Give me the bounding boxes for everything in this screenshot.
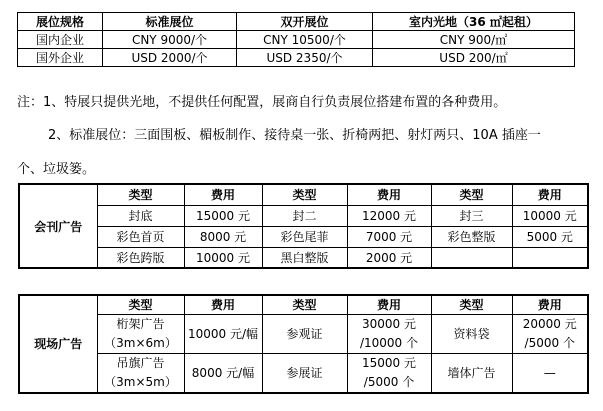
table-cell: 参观证 [262, 314, 347, 353]
cell-line: 吊旗广告 [116, 355, 165, 370]
header-cell: 标准展位 [103, 13, 237, 31]
header-cell: 双开展位 [237, 13, 373, 31]
table-cell: 5000 元 [512, 226, 588, 247]
note-line-3: 个、垃圾篓。 [17, 162, 96, 177]
table-cell [347, 353, 431, 393]
table-cell: 彩色跨版 [97, 247, 184, 268]
table-cell: 10000 元 [184, 247, 262, 268]
header-cell: 费用 [184, 184, 262, 205]
table-cell [512, 247, 588, 268]
header-cell: 费用 [184, 295, 262, 314]
table-cell: 彩色首页 [97, 226, 184, 247]
table-cell: CNY 900/㎡ [373, 31, 575, 49]
note-line-1: 注：1、特展只提供光地，不提供任何配置，展商自行负责展位搭建布置的各种费用。 [17, 95, 507, 110]
cell-line: 15000 元 [362, 355, 416, 370]
table-cell: 国外企业 [18, 49, 103, 67]
table-cell: 黑白整版 [262, 247, 347, 268]
booth-price-table [17, 12, 575, 67]
table-cell: — [512, 353, 588, 393]
table-cell [512, 314, 588, 353]
table-cell: 国内企业 [18, 31, 103, 49]
table-row [19, 205, 588, 226]
header-cell: 费用 [512, 295, 588, 314]
cell-line: 20000 元 [522, 316, 577, 331]
table-row [19, 226, 588, 247]
table-header-row [19, 184, 588, 205]
header-cell: 费用 [512, 184, 588, 205]
cell-line: 桁架广告 [116, 316, 165, 331]
table-cell: 2000 元 [347, 247, 431, 268]
table-cell [97, 314, 184, 353]
header-cell: 类型 [262, 184, 347, 205]
cell-line: （3m×5m） [104, 374, 177, 389]
table-cell: 7000 元 [347, 226, 431, 247]
header-cell: 费用 [347, 295, 431, 314]
table-row [18, 49, 575, 67]
journal-ads-table [18, 183, 589, 269]
table-cell: USD 2000/个 [103, 49, 237, 67]
table-cell: USD 2350/个 [237, 49, 373, 67]
table-cell: 10000 元 [512, 205, 588, 226]
table-header-row [19, 295, 588, 314]
header-cell: 类型 [431, 184, 512, 205]
header-cell: 类型 [431, 295, 512, 314]
table-cell: 参展证 [262, 353, 347, 393]
table-cell: 封二 [262, 205, 347, 226]
table-cell: CNY 10500/个 [237, 31, 373, 49]
table-cell: 封三 [431, 205, 512, 226]
table-cell: 资料袋 [431, 314, 512, 353]
onsite-ads-table [18, 294, 589, 394]
header-cell: 费用 [347, 184, 431, 205]
cell-line: /5000 个 [524, 335, 575, 350]
table-cell: 墙体广告 [431, 353, 512, 393]
table-row [19, 314, 588, 353]
table-cell: USD 200/㎡ [373, 49, 575, 67]
cell-line: /10000 个 [359, 335, 419, 350]
section-label: 现场广告 [19, 295, 97, 393]
table-row [18, 31, 575, 49]
header-cell: 展位规格 [18, 13, 103, 31]
table-cell [347, 314, 431, 353]
table-cell: 10000 元/幅 [184, 314, 262, 353]
table-row [19, 247, 588, 268]
header-cell: 类型 [97, 295, 184, 314]
cell-line: 30000 元 [362, 316, 416, 331]
table-row [19, 353, 588, 393]
table-cell: 8000 元/幅 [184, 353, 262, 393]
table-cell: 8000 元 [184, 226, 262, 247]
table-cell: 彩色尾菲 [262, 226, 347, 247]
header-cell: 类型 [97, 184, 184, 205]
table-cell [97, 353, 184, 393]
cell-line: /5000 个 [363, 374, 415, 389]
table-cell: CNY 9000/个 [103, 31, 237, 49]
table-cell: 封底 [97, 205, 184, 226]
table-cell: 彩色整版 [431, 226, 512, 247]
header-cell: 类型 [262, 295, 347, 314]
header-cell: 室内光地（36 ㎡起租） [373, 13, 575, 31]
table-cell: 12000 元 [347, 205, 431, 226]
table-cell [431, 247, 512, 268]
cell-line: （3m×6m） [104, 335, 177, 350]
table-header-row [18, 13, 575, 31]
table-cell: 15000 元 [184, 205, 262, 226]
section-label: 会刊广告 [19, 184, 97, 268]
note-line-2: 2、标准展位：三面围板、楣板制作、接待桌一张、折椅两把、射灯两只、10A 插座一 [48, 128, 541, 143]
